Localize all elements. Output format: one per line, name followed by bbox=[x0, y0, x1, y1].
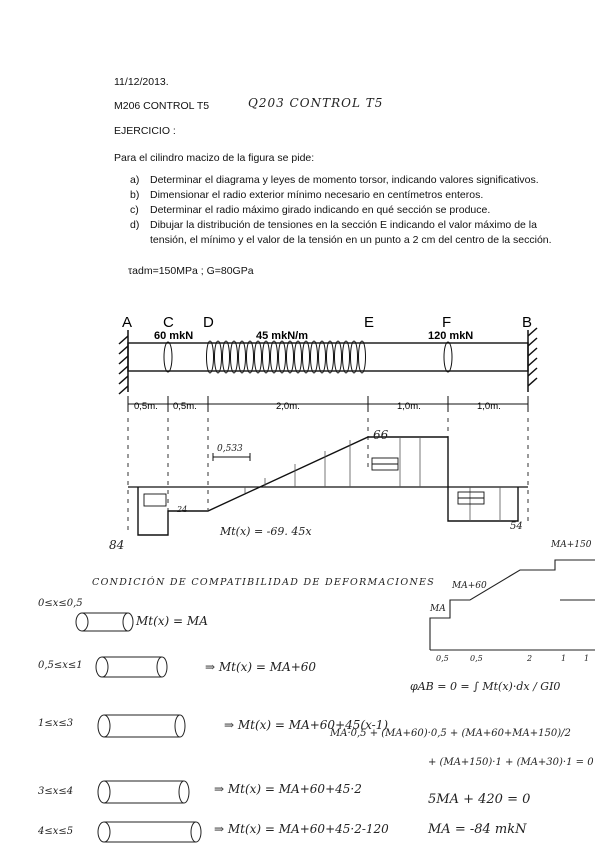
section-heading: EJERCICIO : bbox=[114, 125, 176, 137]
task-item: a) Determinar el diagrama y leyes de momento torsor, indicando valores significativos. bbox=[130, 174, 539, 186]
dimension-label: 0,5m. bbox=[173, 401, 197, 412]
point-label: A bbox=[122, 314, 133, 331]
material-givens: τadm=150MPa ; G=80GPa bbox=[128, 265, 254, 277]
step-tick: 0,5 bbox=[436, 654, 449, 663]
point-label: B bbox=[522, 314, 533, 331]
step-label-ma60: MA+60 bbox=[452, 581, 487, 591]
eq-4: ⇒ Mt(x) = MA+60+45·2 bbox=[214, 782, 362, 796]
eq-2: ⇒ Mt(x) = MA+60 bbox=[205, 660, 317, 674]
point-label: C bbox=[163, 314, 174, 331]
exam-date: 11/12/2013. bbox=[114, 76, 169, 88]
point-label: E bbox=[364, 314, 375, 331]
dimension-label: 2,0m. bbox=[276, 401, 300, 412]
task-item: d) Dibujar la distribución de tensiones en la sección E indicando el valor máximo de la tensión, el mínimo y el valor de la tensión en un punto a 2 cm del centro de la sección. bbox=[130, 219, 552, 246]
load-c-label: 60 mkN bbox=[154, 330, 194, 342]
shaft-sketch bbox=[76, 613, 201, 842]
task-item: c) Determinar el radio máximo girado indicando en qué sección se produce. bbox=[130, 204, 491, 216]
step-label-ma: MA bbox=[430, 604, 446, 614]
value-0533: 0,533 bbox=[217, 444, 243, 454]
step-tick: 1 bbox=[584, 654, 590, 663]
step-label-ma150: MA+150 bbox=[551, 540, 592, 550]
eq-1: Mt(x) = MA bbox=[136, 614, 208, 628]
final-result: MA = -84 mkN bbox=[428, 822, 527, 837]
step-tick: 1 bbox=[561, 654, 567, 663]
range-4: 3≤x≤4 bbox=[38, 786, 74, 797]
step-tick: 0,5 bbox=[470, 654, 483, 663]
range-3: 1≤x≤3 bbox=[38, 718, 74, 729]
step-diagram bbox=[430, 560, 595, 650]
value-24: 24 bbox=[177, 505, 188, 514]
eq-3: ⇒ Mt(x) = MA+60+45(x-1) bbox=[224, 718, 389, 732]
dimension-label: 1,0m. bbox=[397, 401, 421, 412]
sum-line-2: + (MA+150)·1 + (MA+30)·1 = 0 bbox=[428, 757, 594, 768]
exercise-prompt: Para el cilindro macizo de la figura se pide: bbox=[114, 152, 315, 164]
range-1: 0≤x≤0,5 bbox=[38, 598, 83, 609]
course-code: M206 CONTROL T5 bbox=[114, 100, 210, 112]
load-f-label: 120 mkN bbox=[428, 330, 474, 342]
value-66: 66 bbox=[373, 428, 389, 442]
load-de-label: 45 mkN/m bbox=[256, 330, 308, 342]
value-84: 84 bbox=[109, 538, 125, 552]
value-54: 54 bbox=[510, 521, 523, 532]
task-item: b) Dimensionar el radio exterior mínimo necesario en centímetros enteros. bbox=[130, 189, 484, 201]
dimension-label: 1,0m. bbox=[477, 401, 501, 412]
law-de: Mt(x) = -69. 45x bbox=[220, 525, 312, 538]
eq-5: ⇒ Mt(x) = MA+60+45·2-120 bbox=[214, 822, 389, 836]
point-label: F bbox=[442, 314, 452, 331]
handwritten-title: Q203 CONTROL T5 bbox=[248, 96, 384, 110]
rotation-equation: φAB = 0 = ∫ Mt(x)·dx / GI0 bbox=[410, 680, 561, 693]
range-5: 4≤x≤5 bbox=[38, 826, 74, 837]
compatibility-heading: CONDICIÓN DE COMPATIBILIDAD DE DEFORMACIONES bbox=[92, 577, 436, 588]
point-label: D bbox=[203, 314, 214, 331]
range-2: 0,5≤x≤1 bbox=[38, 660, 83, 671]
sum-line-1: MA·0,5 + (MA+60)·0,5 + (MA+60+MA+150)/2 bbox=[330, 728, 571, 739]
final-equation: 5MA + 420 = 0 bbox=[428, 792, 531, 807]
step-tick: 2 bbox=[527, 654, 533, 663]
dimension-label: 0,5m. bbox=[134, 401, 158, 412]
